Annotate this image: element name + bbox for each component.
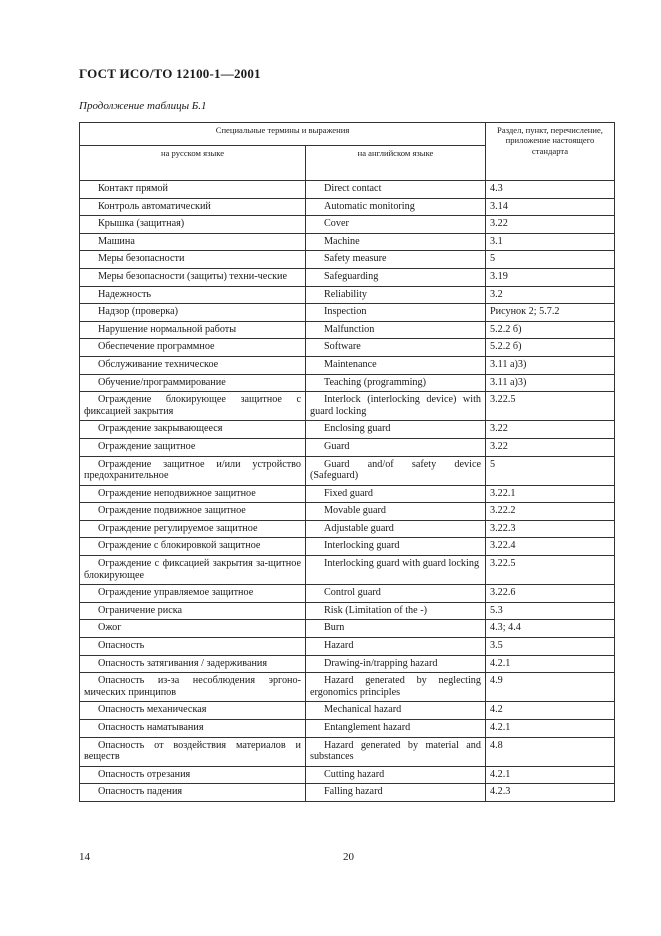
table-row <box>80 286 615 304</box>
section-reference-cell: 3.1 <box>486 233 615 251</box>
term-russian-cell: Ограждение с блокировкой защитное <box>80 538 306 556</box>
table-row <box>80 585 615 603</box>
term-english-cell: Guard <box>306 438 486 456</box>
term-russian-cell: Опасность от воздействия материалов и веществ <box>80 737 306 766</box>
section-reference-cell: 4.2.1 <box>486 655 615 673</box>
table-row <box>80 556 615 585</box>
table-row <box>80 620 615 638</box>
term-russian-cell: Ограждение регулируемое защитное <box>80 520 306 538</box>
table-row <box>80 181 615 199</box>
term-english-cell: Hazard generated by neglecting ergonomics principles <box>306 673 486 702</box>
term-russian-cell: Опасность <box>80 638 306 656</box>
table-row <box>80 456 615 485</box>
section-reference-cell: 5.3 <box>486 602 615 620</box>
term-english-cell: Teaching (programming) <box>306 374 486 392</box>
term-english-cell: Burn <box>306 620 486 638</box>
term-english-cell: Guard and/of safety device (Safeguard) <box>306 456 486 485</box>
term-russian-cell: Меры безопасности (защиты) техни-ческие <box>80 268 306 286</box>
term-russian-cell: Опасность падения <box>80 784 306 802</box>
page-number-center: 20 <box>343 851 354 863</box>
section-column-header: Раздел, пункт, перечисление, приложение настоящего стандарта <box>486 123 615 181</box>
section-reference-cell: 4.2.3 <box>486 784 615 802</box>
term-russian-cell: Ограждение защитное и/или устройство предохранительное <box>80 456 306 485</box>
term-russian-cell: Опасность отрезания <box>80 766 306 784</box>
term-russian-cell: Крышка (защитная) <box>80 216 306 234</box>
section-reference-cell: 3.22 <box>486 438 615 456</box>
english-column-header: на английском языке <box>306 146 486 181</box>
table-row <box>80 198 615 216</box>
term-russian-cell: Опасность из-за несоблюдения эргоно-мических принципов <box>80 673 306 702</box>
table-row <box>80 421 615 439</box>
section-reference-cell: 3.22.4 <box>486 538 615 556</box>
term-english-cell: Automatic monitoring <box>306 198 486 216</box>
term-russian-cell: Контроль автоматический <box>80 198 306 216</box>
term-english-cell: Interlocking guard with guard locking <box>306 556 486 585</box>
term-english-cell: Machine <box>306 233 486 251</box>
table-row <box>80 520 615 538</box>
term-english-cell: Fixed guard <box>306 485 486 503</box>
table-body <box>80 181 615 802</box>
term-russian-cell: Обслуживание техническое <box>80 356 306 374</box>
section-reference-cell: 3.22.5 <box>486 392 615 421</box>
table-row <box>80 438 615 456</box>
term-russian-cell: Контакт прямой <box>80 181 306 199</box>
term-russian-cell: Ограждение с фиксацией закрытия за-щитное блокирующее <box>80 556 306 585</box>
table-row <box>80 216 615 234</box>
table-row <box>80 356 615 374</box>
term-english-cell: Interlock (interlocking device) with guard locking <box>306 392 486 421</box>
table-row <box>80 720 615 738</box>
term-english-cell: Reliability <box>306 286 486 304</box>
section-reference-cell: 4.2.1 <box>486 766 615 784</box>
section-reference-cell: 4.2 <box>486 702 615 720</box>
section-reference-cell: 3.2 <box>486 286 615 304</box>
table-row <box>80 702 615 720</box>
term-english-cell: Maintenance <box>306 356 486 374</box>
term-english-cell: Software <box>306 339 486 357</box>
table-row <box>80 673 615 702</box>
term-english-cell: Falling hazard <box>306 784 486 802</box>
term-english-cell: Inspection <box>306 304 486 322</box>
term-english-cell: Direct contact <box>306 181 486 199</box>
term-english-cell: Cutting hazard <box>306 766 486 784</box>
section-reference-cell: 4.3 <box>486 181 615 199</box>
section-reference-cell: 4.3; 4.4 <box>486 620 615 638</box>
term-russian-cell: Опасность затягивания / задерживания <box>80 655 306 673</box>
term-english-cell: Interlocking guard <box>306 538 486 556</box>
term-russian-cell: Ограждение неподвижное защитное <box>80 485 306 503</box>
table-row <box>80 503 615 521</box>
table-row <box>80 374 615 392</box>
term-russian-cell: Опасность наматывания <box>80 720 306 738</box>
section-reference-cell: 3.22 <box>486 421 615 439</box>
term-russian-cell: Надежность <box>80 286 306 304</box>
section-reference-cell: 5.2.2 б) <box>486 339 615 357</box>
section-reference-cell: 4.8 <box>486 737 615 766</box>
table-row <box>80 538 615 556</box>
group-header: Специальные термины и выражения <box>80 123 486 146</box>
section-reference-cell: 3.14 <box>486 198 615 216</box>
table-row <box>80 268 615 286</box>
term-russian-cell: Ограждение закрывающееся <box>80 421 306 439</box>
table-row <box>80 392 615 421</box>
term-russian-cell: Меры безопасности <box>80 251 306 269</box>
page-number-left: 14 <box>79 851 90 863</box>
term-russian-cell: Ограждение управляемое защитное <box>80 585 306 603</box>
table-row <box>80 321 615 339</box>
section-reference-cell: 3.22.1 <box>486 485 615 503</box>
table-row <box>80 339 615 357</box>
document-title: ГОСТ ИСО/ТО 12100-1—2001 <box>79 66 261 81</box>
section-reference-cell: 3.22.6 <box>486 585 615 603</box>
term-russian-cell: Ограждение защитное <box>80 438 306 456</box>
section-reference-cell: 3.22.5 <box>486 556 615 585</box>
term-english-cell: Risk (Limitation of the -) <box>306 602 486 620</box>
section-reference-cell: 3.22.2 <box>486 503 615 521</box>
table-row <box>80 251 615 269</box>
section-reference-cell: 3.22.3 <box>486 520 615 538</box>
term-english-cell: Hazard <box>306 638 486 656</box>
term-russian-cell: Обеспечение программное <box>80 339 306 357</box>
term-english-cell: Malfunction <box>306 321 486 339</box>
term-english-cell: Safeguarding <box>306 268 486 286</box>
section-reference-cell: 3.11 а)3) <box>486 374 615 392</box>
term-russian-cell: Опасность механическая <box>80 702 306 720</box>
term-russian-cell: Нарушение нормальной работы <box>80 321 306 339</box>
term-english-cell: Movable guard <box>306 503 486 521</box>
term-english-cell: Cover <box>306 216 486 234</box>
terms-table <box>79 122 615 802</box>
table-caption: Продолжение таблицы Б.1 <box>79 100 207 112</box>
table-row <box>80 638 615 656</box>
section-reference-cell: 5.2.2 б) <box>486 321 615 339</box>
section-reference-cell: Рисунок 2; 5.7.2 <box>486 304 615 322</box>
section-reference-cell: 5 <box>486 456 615 485</box>
term-russian-cell: Ожог <box>80 620 306 638</box>
table-row <box>80 485 615 503</box>
table-row <box>80 784 615 802</box>
section-reference-cell: 3.19 <box>486 268 615 286</box>
section-reference-cell: 3.22 <box>486 216 615 234</box>
russian-column-header: на русском языке <box>80 146 306 181</box>
term-english-cell: Entanglement hazard <box>306 720 486 738</box>
term-english-cell: Safety measure <box>306 251 486 269</box>
term-english-cell: Hazard generated by material and substances <box>306 737 486 766</box>
table-row <box>80 602 615 620</box>
section-reference-cell: 4.9 <box>486 673 615 702</box>
term-english-cell: Control guard <box>306 585 486 603</box>
term-english-cell: Drawing-in/trapping hazard <box>306 655 486 673</box>
term-russian-cell: Машина <box>80 233 306 251</box>
table-row <box>80 655 615 673</box>
table-row <box>80 766 615 784</box>
term-russian-cell: Обучение/программирование <box>80 374 306 392</box>
term-english-cell: Mechanical hazard <box>306 702 486 720</box>
table-row <box>80 233 615 251</box>
term-english-cell: Enclosing guard <box>306 421 486 439</box>
term-russian-cell: Ограждение подвижное защитное <box>80 503 306 521</box>
table-row <box>80 737 615 766</box>
section-reference-cell: 4.2.1 <box>486 720 615 738</box>
section-reference-cell: 3.5 <box>486 638 615 656</box>
table-row <box>80 304 615 322</box>
term-russian-cell: Надзор (проверка) <box>80 304 306 322</box>
term-russian-cell: Ограничение риска <box>80 602 306 620</box>
section-reference-cell: 5 <box>486 251 615 269</box>
term-russian-cell: Ограждение блокирующее защитное с фиксацией закрытия <box>80 392 306 421</box>
section-reference-cell: 3.11 а)3) <box>486 356 615 374</box>
term-english-cell: Adjustable guard <box>306 520 486 538</box>
